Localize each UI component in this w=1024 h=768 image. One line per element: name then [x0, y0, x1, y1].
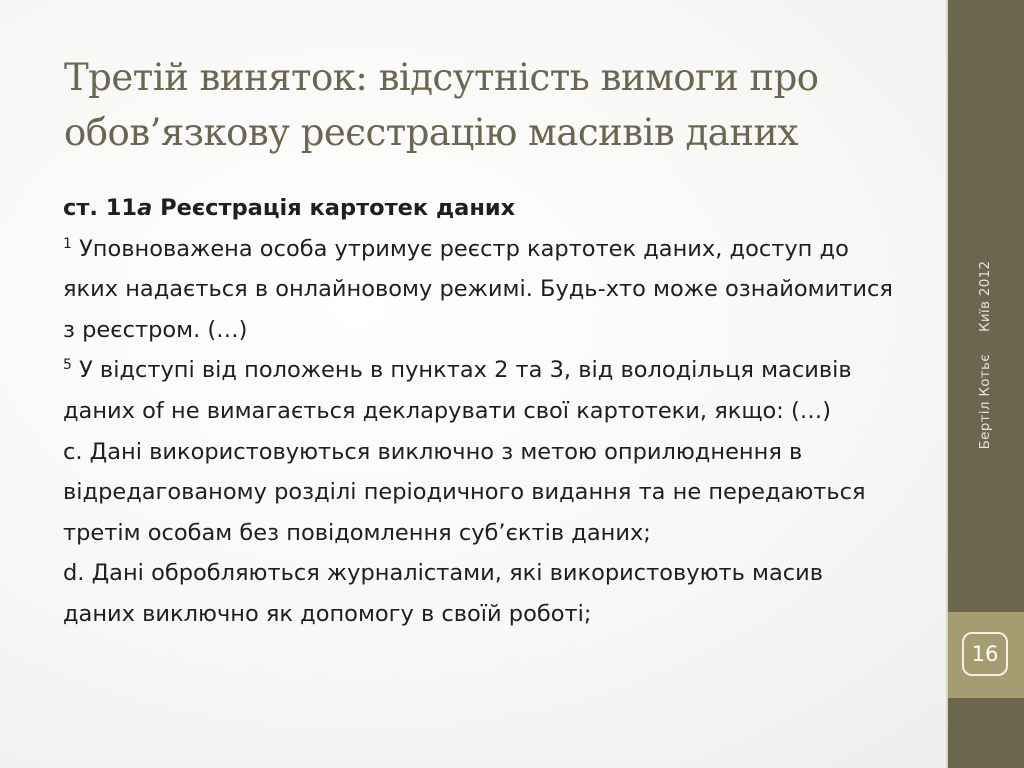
footer-author: Бертіл Котьє [977, 354, 993, 450]
paragraph-5-text: У відступі від положень в пунктах 2 та 3, від володільця масивів даних of не вимагається декларувати свої картотеки, якщо: (…) [63, 357, 852, 424]
article-heading-letter: a [137, 195, 153, 221]
page-number: 16 [971, 642, 999, 666]
paragraph-1 [63, 229, 893, 351]
footer-place-year: Київ 2012 [977, 260, 993, 333]
slide-title-line-2: обов’язкову реєстрацію масивів даних [64, 111, 799, 154]
paragraph-1-number: 1 [63, 235, 72, 252]
list-item-c: c. Дані використовуються виключно з метою оприлюднення в відредагованому розділі періодичного видання та не передаються третім особам без повідомлення суб’єктів даних; [63, 438, 866, 546]
paragraph-5-number: 5 [63, 357, 72, 374]
slide-title [64, 50, 924, 160]
article-heading [63, 188, 893, 229]
slide-title-line-1: Третій виняток: відсутність вимоги про [64, 56, 819, 99]
article-heading-prefix: ст. 11 [63, 195, 138, 221]
list-item-d: d. Дані обробляються журналістами, які використовують масив даних виключно як допомогу в своїй роботі; [63, 560, 824, 627]
paragraph-5 [63, 350, 893, 431]
paragraph-1-text: Уповноважена особа утримує реєстр картотек даних, доступ до яких надається в онлайновому режимі. Будь-хто може ознайомитися з реєстром. (…) [63, 235, 893, 343]
article-heading-text: Реєстрація картотек даних [152, 195, 516, 221]
footer-text [977, 261, 993, 450]
slide-body [63, 188, 893, 635]
